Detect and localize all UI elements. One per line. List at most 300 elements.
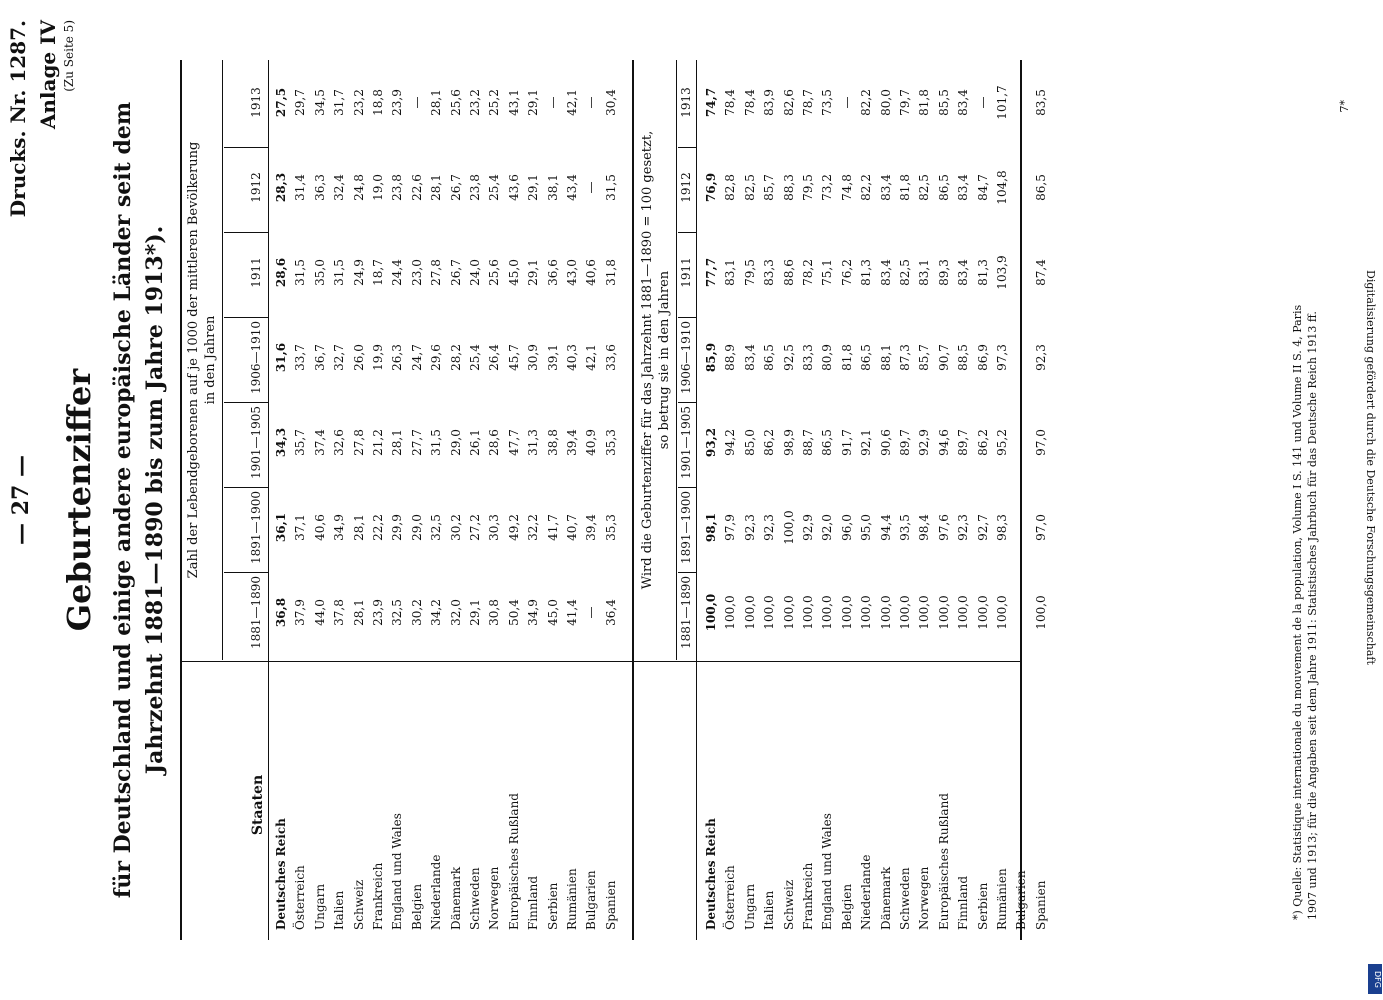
index-header-line-1: Wird die Geburtenziffer für das Jahrzehnt 1881—1890 = 100 gesetzt, xyxy=(640,130,655,590)
table-cell: 19,0 xyxy=(371,174,385,201)
table-cell: 83,4 xyxy=(878,174,893,201)
table-cell: 79,5 xyxy=(742,259,757,286)
table-cell: 87,4 xyxy=(1033,259,1048,286)
group-header-line-2: in den Jahren xyxy=(203,315,218,405)
table-cell: 28,3 xyxy=(274,172,288,203)
column-divider xyxy=(678,402,696,403)
table-cell: 24,9 xyxy=(351,259,366,286)
column-header: 1881—1890 xyxy=(249,575,263,650)
table-cell: 24,4 xyxy=(390,259,405,286)
table-cell: 89,7 xyxy=(956,429,971,456)
table-cell: 82,2 xyxy=(859,89,874,116)
table-cell: 33,7 xyxy=(293,344,308,371)
table-cell: 98,1 xyxy=(704,512,718,543)
state-name: Ungarn xyxy=(742,883,757,930)
table-cell: 97,0 xyxy=(1033,514,1048,541)
column-divider xyxy=(224,487,268,488)
table-cell: 45,0 xyxy=(545,599,560,626)
state-name: Deutsches Reich xyxy=(274,818,288,930)
state-name: Frankreich xyxy=(801,862,815,930)
table-cell: 80,9 xyxy=(820,344,835,371)
table-cell: 37,1 xyxy=(293,514,308,541)
table-cell: 92,9 xyxy=(801,514,815,541)
index-column-header: 1906—1910 xyxy=(679,320,693,395)
table-cell: 85,0 xyxy=(742,429,757,456)
table-cell: — xyxy=(1014,96,1029,109)
table-cell: 76,2 xyxy=(839,259,854,286)
index-header-line-2: so betrug sie in den Jahren xyxy=(657,270,672,450)
index-column-header: 1913 xyxy=(679,87,693,118)
state-name: Rumänien xyxy=(565,868,579,930)
table-cell: 94,4 xyxy=(878,514,893,541)
state-name: Dänemark xyxy=(878,866,893,930)
table-cell: 27,2 xyxy=(468,514,482,541)
table-cell: 25,6 xyxy=(448,89,463,116)
table-cell: 100,0 xyxy=(781,595,796,630)
table-cell: — xyxy=(409,96,424,109)
table-cell: — xyxy=(584,96,599,109)
table-cell: 37,9 xyxy=(293,599,308,626)
table-cell: 30,3 xyxy=(487,514,502,541)
table-cell: 77,7 xyxy=(704,257,718,288)
table-cell: 29,1 xyxy=(526,259,541,286)
state-name: Schweiz xyxy=(351,879,366,930)
state-name: Österreich xyxy=(293,865,308,930)
table-cell: 39,4 xyxy=(584,514,599,541)
table-cell: 40,3 xyxy=(565,344,579,371)
column-divider xyxy=(224,232,268,233)
table-cell: 32,7 xyxy=(332,344,347,371)
digitization-note xyxy=(1363,270,1377,730)
column-header: 1912 xyxy=(249,172,263,203)
table-cell: 30,4 xyxy=(603,89,618,116)
table-cell: 87,3 xyxy=(898,344,912,371)
table-cell: — xyxy=(584,181,599,194)
table-cell: 85,7 xyxy=(762,174,777,201)
table-cell: 74,7 xyxy=(704,87,718,118)
state-name: Schweden xyxy=(468,867,482,930)
table-cell: 89,7 xyxy=(898,429,912,456)
table-cell: 26,4 xyxy=(487,344,502,371)
table-cell: 92,3 xyxy=(1033,344,1048,371)
table-cell: 86,5 xyxy=(820,429,835,456)
table-cell: 82,5 xyxy=(917,174,932,201)
state-name: Dänemark xyxy=(448,866,463,930)
table-cell: 18,8 xyxy=(371,89,385,116)
table-cell: 100,0 xyxy=(936,595,951,630)
table-cell: 85,5 xyxy=(936,89,951,116)
table-cell: 92,9 xyxy=(917,429,932,456)
table-cell: 38,1 xyxy=(545,174,560,201)
table-cell: 97,0 xyxy=(1033,429,1048,456)
table-cell: 29,1 xyxy=(526,89,541,116)
table-cell: 31,6 xyxy=(274,342,288,373)
state-name: Bulgarien xyxy=(584,870,599,930)
state-name: Belgien xyxy=(839,883,854,930)
index-column-header: 1901—1905 xyxy=(679,405,693,480)
table-cell: 82,2 xyxy=(859,174,874,201)
table-cell: — xyxy=(584,606,599,619)
table-cell: 98,4 xyxy=(917,514,932,541)
states-column-rule xyxy=(180,661,1020,662)
table-cell: 76,9 xyxy=(704,172,718,203)
table-cell: 100,0 xyxy=(975,595,990,630)
table-cell: — xyxy=(1014,351,1029,364)
table-cell: 100,0 xyxy=(859,595,874,630)
table-cell: 82,6 xyxy=(781,89,796,116)
table-cell: 36,3 xyxy=(312,174,327,201)
table-cell: 100,0 xyxy=(878,595,893,630)
table-cell: — xyxy=(975,96,990,109)
state-name: England und Wales xyxy=(390,813,405,930)
table-cell: 100,0 xyxy=(781,510,796,545)
table-cell: 43,6 xyxy=(506,174,521,201)
table-cell: 80,0 xyxy=(878,89,893,116)
state-name: Italien xyxy=(762,890,777,930)
table-cell: 31,5 xyxy=(332,259,347,286)
index-column-header: 1911 xyxy=(679,257,693,288)
state-name: England und Wales xyxy=(820,813,835,930)
table-cell: 93,2 xyxy=(704,427,718,458)
table-cell: 82,5 xyxy=(742,174,757,201)
table-cell: 82,8 xyxy=(723,174,738,201)
state-name: Deutsches Reich xyxy=(704,818,718,930)
table-cell: 100,0 xyxy=(956,595,971,630)
table-cell: 42,1 xyxy=(584,344,599,371)
table-cell: 23,9 xyxy=(371,599,385,626)
table-cell: 39,4 xyxy=(565,429,579,456)
table-cell: 81,3 xyxy=(975,259,990,286)
table-cell: 81,8 xyxy=(898,174,912,201)
table-cell: 86,5 xyxy=(762,344,777,371)
table-cell: 19,9 xyxy=(371,344,385,371)
table-cell: 92,3 xyxy=(956,514,971,541)
table-cell: 40,6 xyxy=(312,514,327,541)
column-header: 1911 xyxy=(249,257,263,288)
table-cell: 86,2 xyxy=(762,429,777,456)
table-cell: 83,4 xyxy=(956,259,971,286)
column-header: 1913 xyxy=(249,87,263,118)
zu-seite-label: (Zu Seite 5) xyxy=(62,20,76,92)
table-cell: 90,7 xyxy=(936,344,951,371)
index-column-header: 1891—1900 xyxy=(679,490,693,565)
table-cell: 28,6 xyxy=(487,429,502,456)
anlage-label: Anlage IV xyxy=(36,20,60,130)
table-cell: 43,1 xyxy=(506,89,521,116)
table-cell: 32,5 xyxy=(390,599,405,626)
state-name: Spanien xyxy=(1033,880,1048,930)
table-cell: 31,4 xyxy=(293,174,308,201)
index-column-header: 1912 xyxy=(679,172,693,203)
table-cell: 74,8 xyxy=(839,174,854,201)
table-cell: 86,5 xyxy=(859,344,874,371)
table-cell: 92,1 xyxy=(859,429,874,456)
column-divider xyxy=(678,572,696,573)
state-name: Finnland xyxy=(956,875,971,930)
state-name: Frankreich xyxy=(371,862,385,930)
table-cell: 100,0 xyxy=(917,595,932,630)
table-cell: 26,0 xyxy=(351,344,366,371)
table-cell: 78,2 xyxy=(801,259,815,286)
table-cell: 22,2 xyxy=(371,514,385,541)
table-cell: 36,6 xyxy=(545,259,560,286)
table-cell: 100,0 xyxy=(898,595,912,630)
table-cell: 38,8 xyxy=(545,429,560,456)
table-cell: 35,3 xyxy=(603,514,618,541)
table-cell: 28,6 xyxy=(274,257,288,288)
index-header-rule xyxy=(676,60,677,660)
table-cell: 29,1 xyxy=(526,174,541,201)
table-cell: 24,7 xyxy=(409,344,424,371)
table-cell: 100,0 xyxy=(723,595,738,630)
column-divider xyxy=(678,232,696,233)
table-cell: 32,2 xyxy=(526,514,541,541)
table-cell: 29,9 xyxy=(390,514,405,541)
table-cell: 36,8 xyxy=(274,597,288,628)
table-cell: — xyxy=(1014,606,1029,619)
table-cell: 39,1 xyxy=(545,344,560,371)
table-cell: 43,0 xyxy=(565,259,579,286)
table-cell: 81,3 xyxy=(859,259,874,286)
state-name: Europäisches Rußland xyxy=(936,793,951,930)
table-cell: 36,7 xyxy=(312,344,327,371)
table-cell: 104,8 xyxy=(995,170,1009,205)
state-name: Italien xyxy=(332,890,347,930)
table-cell: 41,7 xyxy=(545,514,560,541)
table-cell: 78,4 xyxy=(723,89,738,116)
table-cell: 34,3 xyxy=(274,427,288,458)
table-cell: 96,0 xyxy=(839,514,854,541)
table-cell: 95,0 xyxy=(859,514,874,541)
table-cell: 30,2 xyxy=(409,599,424,626)
table-cell: 25,4 xyxy=(487,174,502,201)
table-cell: 101,7 xyxy=(995,85,1009,120)
index-section-rule xyxy=(632,60,634,940)
table-cell: 35,7 xyxy=(293,429,308,456)
table-cell: 23,0 xyxy=(409,259,424,286)
state-name: Niederlande xyxy=(429,854,444,930)
state-name: Rumänien xyxy=(995,868,1009,930)
state-name: Belgien xyxy=(409,883,424,930)
table-cell: 29,0 xyxy=(409,514,424,541)
table-cell: 35,3 xyxy=(603,429,618,456)
table-cell: — xyxy=(1014,436,1029,449)
table-cell: 35,0 xyxy=(312,259,327,286)
state-name: Serbien xyxy=(975,882,990,930)
table-cell: 83,1 xyxy=(917,259,932,286)
table-cell: 24,0 xyxy=(468,259,482,286)
table-cell: 40,7 xyxy=(565,514,579,541)
table-cell: 92,3 xyxy=(742,514,757,541)
table-cell: 36,1 xyxy=(274,512,288,543)
state-name: Finnland xyxy=(526,875,541,930)
table-cell: 44,0 xyxy=(312,599,327,626)
column-divider xyxy=(224,147,268,148)
document-title: Geburtenziffer xyxy=(60,368,98,632)
table-cell: 28,1 xyxy=(351,514,366,541)
table-cell: — xyxy=(1014,266,1029,279)
column-divider xyxy=(224,402,268,403)
table-cell: 83,9 xyxy=(762,89,777,116)
subtitle-line-2: Jahrzehnt 1881—1890 bis zum Jahre 1913*). xyxy=(142,225,168,775)
table-cell: 94,2 xyxy=(723,429,738,456)
table-cell: 75,1 xyxy=(820,259,835,286)
table-cell: 28,1 xyxy=(429,89,444,116)
table-cell: 100,0 xyxy=(704,593,718,632)
table-cell: 100,0 xyxy=(995,595,1009,630)
table-cell: 83,3 xyxy=(801,344,815,371)
table-cell: 88,6 xyxy=(781,259,796,286)
table-cell: 37,4 xyxy=(312,429,327,456)
table-cell: 97,3 xyxy=(995,344,1009,371)
state-name: Norwegen xyxy=(917,866,932,930)
table-cell: 50,4 xyxy=(506,599,521,626)
table-cell: 34,2 xyxy=(429,599,444,626)
table-cell: 90,6 xyxy=(878,429,893,456)
table-cell: 41,4 xyxy=(565,599,579,626)
table-cell: 26,1 xyxy=(468,429,482,456)
drucksache-number: Drucks. Nr. 1287. xyxy=(6,20,30,218)
table-cell: — xyxy=(545,96,560,109)
table-cell: 27,8 xyxy=(351,429,366,456)
table-cell: 97,9 xyxy=(723,514,738,541)
table-cell: 31,3 xyxy=(526,429,541,456)
table-cell: 82,5 xyxy=(898,259,912,286)
table-cell: 18,7 xyxy=(371,259,385,286)
table-cell: 45,0 xyxy=(506,259,521,286)
column-header: 1901—1905 xyxy=(249,405,263,480)
table-cell: 83,4 xyxy=(742,344,757,371)
table-cell: 40,6 xyxy=(584,259,599,286)
table-cell: 32,6 xyxy=(332,429,347,456)
subtitle-line-1: für Deutschland und einige andere europäische Länder seit dem xyxy=(110,101,136,899)
table-cell: 29,1 xyxy=(468,599,482,626)
footnote xyxy=(1290,40,1320,920)
state-name: Ungarn xyxy=(312,883,327,930)
table-cell: 31,5 xyxy=(293,259,308,286)
column-header: 1906—1910 xyxy=(249,320,263,395)
table-cell: 83,4 xyxy=(878,259,893,286)
table-cell: 81,8 xyxy=(839,344,854,371)
header-bottom-rule xyxy=(268,60,269,940)
table-cell: 30,8 xyxy=(487,599,502,626)
table-cell: 21,2 xyxy=(371,429,385,456)
table-cell: 23,9 xyxy=(390,89,405,116)
table-cell: 98,9 xyxy=(781,429,796,456)
column-divider xyxy=(224,317,268,318)
table-cell: 100,0 xyxy=(742,595,757,630)
table-cell: 40,9 xyxy=(584,429,599,456)
state-name: Österreich xyxy=(723,865,738,930)
table-cell: 83,4 xyxy=(956,89,971,116)
table-cell: 31,8 xyxy=(603,259,618,286)
table-cell: 100,0 xyxy=(801,595,815,630)
table-cell: 26,7 xyxy=(448,259,463,286)
column-divider xyxy=(678,147,696,148)
table-cell: 47,7 xyxy=(506,429,521,456)
footnote-line-1: *) Quelle: Statistique internationale du mouvement de la population, Volume I S. 141 und Volume II S. 4, Paris xyxy=(1291,304,1304,920)
table-cell: 31,5 xyxy=(429,429,444,456)
table-cell: 29,7 xyxy=(293,89,308,116)
table-cell: 91,7 xyxy=(839,429,854,456)
table-cell: 81,8 xyxy=(917,89,932,116)
state-name: Serbien xyxy=(545,882,560,930)
table-cell: 86,2 xyxy=(975,429,990,456)
table-cell: 100,0 xyxy=(762,595,777,630)
state-name: Spanien xyxy=(603,880,618,930)
table-cell: 32,5 xyxy=(429,514,444,541)
digitization-note-text: Digitalisierung gefördert durch die Deutsche Forschungsgemeinschaft xyxy=(1364,270,1377,665)
table-cell: 26,7 xyxy=(448,174,463,201)
table-cell: 31,7 xyxy=(332,89,347,116)
table-cell: 37,8 xyxy=(332,599,347,626)
table-cell: 88,9 xyxy=(723,344,738,371)
group-header-line-1: Zahl der Lebendgeborenen auf je 1000 der mittleren Bevölkerung xyxy=(186,141,201,579)
table-cell: — xyxy=(839,96,854,109)
table-cell: 22,6 xyxy=(409,174,424,201)
states-header: Staaten xyxy=(250,774,266,836)
table-cell: 100,0 xyxy=(839,595,854,630)
table-cell: 103,9 xyxy=(995,255,1009,290)
table-cell: 36,4 xyxy=(603,599,618,626)
table-cell: 25,6 xyxy=(487,259,502,286)
table-cell: 84,7 xyxy=(975,174,990,201)
state-name: Bulgarien xyxy=(1014,870,1029,930)
footnote-line-2: 1907 und 1913; für die Angaben seit dem Jahre 1911: Statistisches Jahrbuch für das Deutsche Reich 1913 ff. xyxy=(1306,311,1319,920)
table-cell: 26,3 xyxy=(390,344,405,371)
table-cell: 85,9 xyxy=(704,342,718,373)
table-cell: 88,3 xyxy=(781,174,796,201)
table-cell: 42,1 xyxy=(565,89,579,116)
table-cell: 23,2 xyxy=(468,89,482,116)
table-cell: 85,7 xyxy=(917,344,932,371)
table-cell: 78,7 xyxy=(801,89,815,116)
table-cell: 79,7 xyxy=(898,89,912,116)
table-cell: 49,2 xyxy=(506,514,521,541)
table-cell: 31,5 xyxy=(603,174,618,201)
table-cell: 45,7 xyxy=(506,344,521,371)
table-cell: 27,5 xyxy=(274,87,288,118)
table-cell: 27,8 xyxy=(429,259,444,286)
state-name: Schweiz xyxy=(781,879,796,930)
state-name: Norwegen xyxy=(487,866,502,930)
table-cell: 25,4 xyxy=(468,344,482,371)
table-cell: 23,8 xyxy=(390,174,405,201)
table-cell: 79,5 xyxy=(801,174,815,201)
table-cell: 86,9 xyxy=(975,344,990,371)
table-cell: 30,9 xyxy=(526,344,541,371)
table-cell: 98,3 xyxy=(995,514,1009,541)
table-cell: 83,5 xyxy=(1033,89,1048,116)
table-cell: 23,2 xyxy=(351,89,366,116)
table-cell: 29,0 xyxy=(448,429,463,456)
table-cell: 25,2 xyxy=(487,89,502,116)
table-cell: 95,2 xyxy=(995,429,1009,456)
table-cell: 92,3 xyxy=(762,514,777,541)
table-cell: 30,2 xyxy=(448,514,463,541)
table-cell: 89,3 xyxy=(936,259,951,286)
table-cell: 86,5 xyxy=(1033,174,1048,201)
table-cell: 83,4 xyxy=(956,174,971,201)
table-cell: 86,5 xyxy=(936,174,951,201)
state-name: Niederlande xyxy=(859,854,874,930)
table-cell: 32,0 xyxy=(448,599,463,626)
table-cell: 23,8 xyxy=(468,174,482,201)
column-header: 1891—1900 xyxy=(249,490,263,565)
table-cell: 28,1 xyxy=(429,174,444,201)
state-name: Schweden xyxy=(898,867,912,930)
table-cell: 100,0 xyxy=(820,595,835,630)
